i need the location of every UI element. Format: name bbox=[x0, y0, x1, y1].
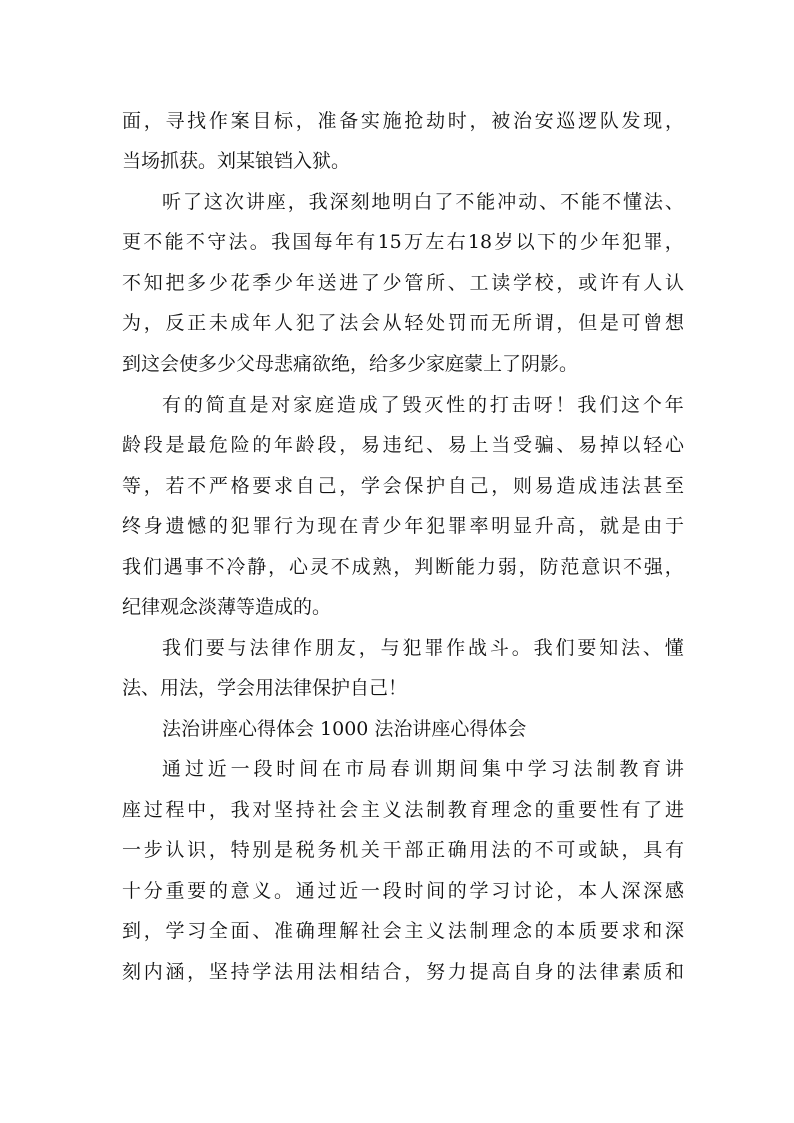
text-line: 通 过 近 一 段 时 间 在 市 局 春 训 期 间 集 中 学 习 法 制 教 育 讲 bbox=[162, 758, 684, 780]
text-line: 为 ， 反 正 未 成 年 人 犯 了 法 会 从 轻 处 罚 而 无 所 谓 ， 但 是 可 曾 想 bbox=[122, 312, 684, 334]
text-line: 面 ， 寻 找 作 案 目 标 ， 准 备 实 施 抢 劫 时 ， 被 治 安 巡 逻 队 发 现 ， bbox=[122, 110, 684, 132]
text-line: 法、用法，学会用法律保护自己！ bbox=[122, 677, 408, 699]
text-line: 到这会使多少父母悲痛欲绝，给多少家庭蒙上了阴影。 bbox=[122, 353, 579, 375]
text-line: 终 身 遗 憾 的 犯 罪 行 为 现 在 青 少 年 犯 罪 率 明 显 升 高 ， 就 是 由 于 bbox=[122, 515, 684, 537]
text-line: 龄 段 是 最 危 险 的 年 龄 段 ， 易 违 纪 、 易 上 当 受 骗 、 易 掉 以 轻 心 bbox=[122, 434, 684, 456]
text-line: 等 ， 若 不 严 格 要 求 自 己 ， 学 会 保 护 自 己 ， 则 易 造 成 违 法 甚 至 bbox=[122, 475, 684, 497]
text-line: 当场抓获。刘某锒铛入狱。 bbox=[122, 150, 351, 172]
text-line: 纪律观念淡薄等造成的。 bbox=[122, 596, 332, 618]
section-heading: 法治讲座心得体会 1000 法治讲座心得体会 bbox=[162, 718, 527, 740]
text-line: 十 分 重 要 的 意 义 。 通 过 近 一 段 时 间 的 学 习 讨 论 ， 本 人 深 深 感 bbox=[122, 880, 684, 902]
text-line: 刻 内 涵 ， 坚 持 学 法 用 法 相 结 合 ， 努 力 提 高 自 身 的 法 律 素 质 和 bbox=[122, 961, 684, 983]
text-line: 座 过 程 中 ， 我 对 坚 持 社 会 主 义 法 制 教 育 理 念 的 重 要 性 有 了 进 bbox=[122, 799, 684, 821]
text-line: 有 的 简 直 是 对 家 庭 造 成 了 毁 灭 性 的 打 击 呀 ！ 我 们 这 个 年 bbox=[162, 394, 684, 416]
text-line: 到 ， 学 习 全 面 、 准 确 理 解 社 会 主 义 法 制 理 念 的 本 质 要 求 和 深 bbox=[122, 920, 684, 942]
text-line: 更 不 能 不 守 法 。 我 国 每 年 有 15 万 左 右 18 岁 以 下 的 少 年 犯 罪 ， bbox=[122, 231, 684, 253]
text-line: 不 知 把 多 少 花 季 少 年 送 进 了 少 管 所 、 工 读 学 校 ， 或 许 有 人 认 bbox=[122, 272, 684, 294]
text-line: 听 了 这 次 讲 座 ， 我 深 刻 地 明 白 了 不 能 冲 动 、 不 能 不 懂 法 、 bbox=[162, 191, 684, 213]
text-line: 一 步 认 识 ， 特 别 是 税 务 机 关 干 部 正 确 用 法 的 不 可 或 缺 ， 具 有 bbox=[122, 839, 684, 861]
text-line: 我 们 遇 事 不 冷 静 ， 心 灵 不 成 熟 ， 判 断 能 力 弱 ， 防 范 意 识 不 强 ， bbox=[122, 556, 684, 578]
text-line: 我 们 要 与 法 律 作 朋 友 ， 与 犯 罪 作 战 斗 。 我 们 要 知 法 、 懂 bbox=[162, 637, 684, 659]
